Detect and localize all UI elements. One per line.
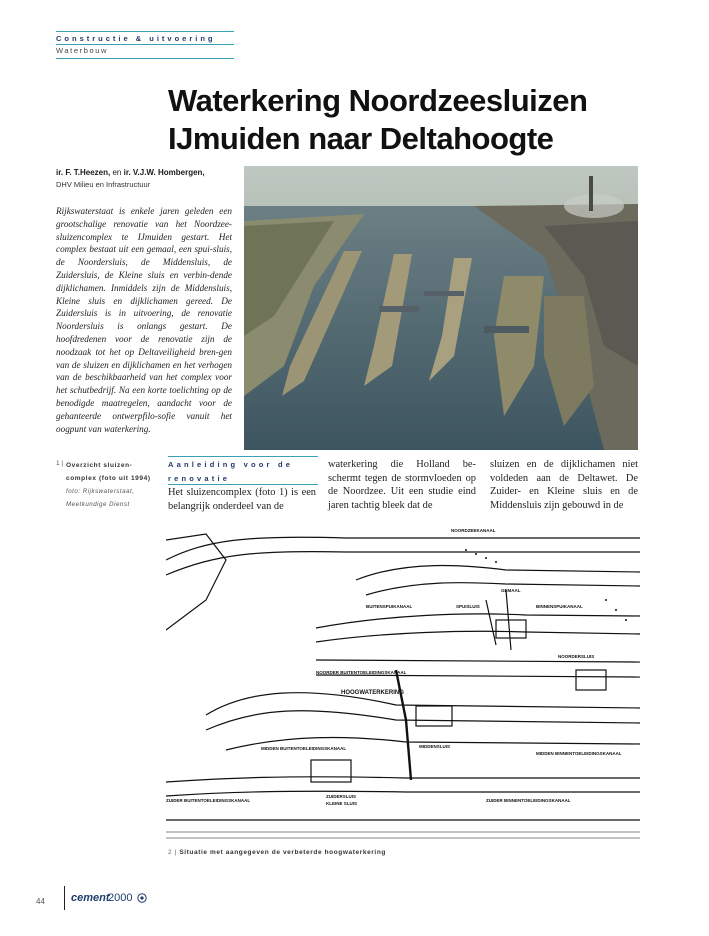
authors bbox=[56, 166, 236, 179]
map-label-noordzeekanaal: NOORDZEEKANAAL bbox=[451, 528, 496, 533]
figure2-caption-line bbox=[168, 849, 386, 856]
author-join: en bbox=[110, 168, 124, 177]
section-rule-top bbox=[168, 456, 318, 457]
article-title bbox=[168, 82, 668, 158]
cement-logo-icon bbox=[137, 893, 147, 903]
section-kicker: Constructie & uitvoering bbox=[56, 34, 216, 43]
map-label-noorder-buitenkanaal: NOORDER BUITENTOELEIDINGSKANAAL bbox=[316, 670, 407, 675]
author-2: ir. V.J.W. Hombergen, bbox=[123, 168, 205, 177]
header-rule-bottom bbox=[56, 58, 234, 59]
affiliation: DHV Milieu en Infrastructuur bbox=[56, 180, 151, 189]
map-label-binnenspuikanaal: BINNENSPUIKANAAL bbox=[536, 604, 583, 609]
map-label-midden-binnenkanaal: MIDDEN BINNENTOELEIDINGSKANAAL bbox=[536, 751, 622, 756]
situation-map bbox=[166, 520, 640, 842]
aerial-photo-illustration bbox=[244, 166, 638, 450]
body-column-1: Het sluizencomplex (foto 1) is een belangrijk onderdeel van de bbox=[168, 487, 316, 512]
map-label-noordersluis: NOORDERSLUIS bbox=[558, 654, 595, 659]
figure1-caption: Overzicht sluizen-complex (foto uit 1994) bbox=[66, 462, 151, 482]
section-rule-bottom bbox=[168, 484, 318, 485]
footer-year: 2000 bbox=[108, 892, 133, 904]
page-number: 44 bbox=[36, 897, 45, 906]
body-column-2: waterkering die Holland be-schermt tegen de stormvloeden op de Noordzee. Uit een studie eind jaren tachtig bleek dat de bbox=[328, 459, 476, 511]
map-label-hoogwaterkering: HOOGWATERKERING bbox=[341, 690, 404, 696]
body-column-3: sluizen en de dijklichamen niet voldeden aan de Deltawet. De Zuider- en Kleine sluis en de Middensluis zijn gebouwd in de bbox=[490, 459, 638, 511]
map-label-midden-buitenkanaal: MIDDEN BUITENTOELEIDINGSKANAAL bbox=[261, 746, 347, 751]
title-line-1: Waterkering Noordzeesluizen bbox=[168, 83, 588, 118]
header-rule-top bbox=[56, 31, 234, 32]
author-1: ir. F. T.Heezen, bbox=[56, 168, 111, 177]
footer-divider bbox=[64, 886, 65, 910]
figure2-caption: Situatie met aangegeven de verbeterde hoogwaterkering bbox=[179, 849, 386, 856]
section-subtitle: Waterbouw bbox=[56, 46, 109, 55]
map-label-spuisluis: SPUISLUIS bbox=[456, 604, 480, 609]
map-label-buitenspuikanaal: BUITENSPUIKANAAL bbox=[366, 604, 413, 609]
figure2-number: 2 | bbox=[168, 849, 177, 856]
map-label-zuidersluis: ZUIDERSLUIS bbox=[326, 794, 357, 799]
footer-brand: cement bbox=[71, 892, 110, 904]
figure1-credit: foto: Rijkswaterstaat, Meetkundige Dienst bbox=[66, 488, 135, 508]
title-line-2: IJmuiden naar Deltahoogte bbox=[168, 121, 554, 156]
situation-map-drawing bbox=[166, 520, 640, 842]
map-label-kleine-sluis: KLEINE SLUIS bbox=[326, 801, 358, 806]
section-heading: Aanleiding voor de renovatie bbox=[168, 460, 294, 483]
map-label-gemaal: GEMAAL bbox=[501, 588, 521, 593]
aerial-photo bbox=[244, 166, 638, 450]
header-rule-mid bbox=[56, 44, 234, 45]
map-label-middensluis: MIDDENSLUIS bbox=[419, 744, 451, 749]
intro-paragraph: Rijkswaterstaat is enkele jaren geleden een grootschalige renovatie van het Noordzee-sluizencomplex te IJmuiden gestart. Het complex bestaat uit een gemaal, een spui-sluis, de Noordersluis, de Middensluis, de Zuidersluis, de Kleine sluis en verbin-dende dijklichamen. Inmiddels zijn de Middensluis, Kleine sluis en dijklichamen gereed. De Zuidersluis is in uitvoering, de renovatie Noordersluis is onlangs gestart. De hoofdredenen voor de renovatie zijn de noodzaak tot het op Deltaveiligheid bren-gen van de sluizen en dijklichamen en het verhogen van de beschikbaarheid van het complex voor het schutbedrijf. Na een korte toelichting op de benodigde maatregelen, aandacht voor de gehanteerde ontwerpfilo-sofie vanuit het oogpunt van waterkering. bbox=[56, 206, 232, 434]
figure1-number: 1 | bbox=[56, 460, 64, 467]
map-label-zuider-binnenkanaal: ZUIDER BINNENTOELEIDINGSKANAAL bbox=[486, 798, 571, 803]
map-label-zuider-buitenkanaal: ZUIDER BUITENTOELEIDINGSKANAAL bbox=[166, 798, 251, 803]
